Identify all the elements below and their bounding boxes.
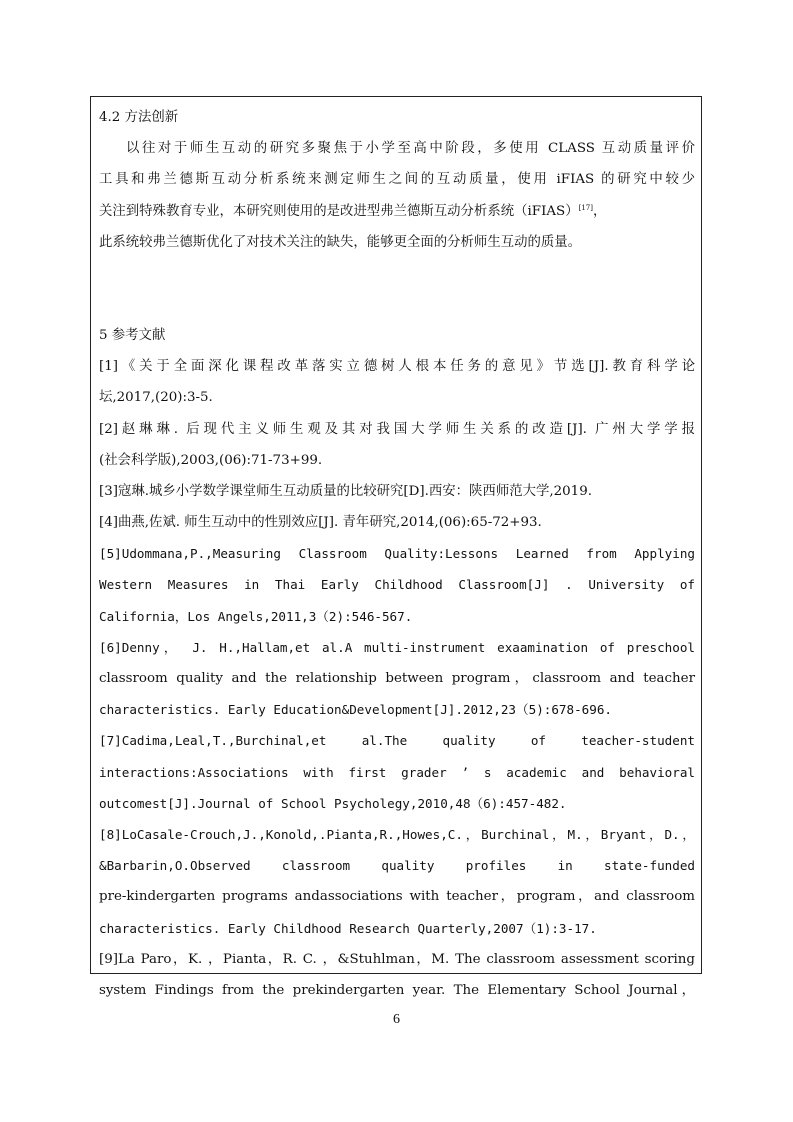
reference-line: [2]赵琳琳. 后现代主义师生观及其对我国大学师生关系的改造[J]. 广州大学学报 [99,421,695,437]
reference-line: [4]曲燕,佐斌. 师生互动中的性别效应[J]. 青年研究,2014,(06):65-72+93. [99,515,542,531]
reference-line: Western Measures in Thai Early Childhood Classroom[J] . University of [99,577,695,593]
reference-line: characteristics. Early Childhood Research Quarterly,2007（1):3-17. [99,920,597,936]
paragraph-punctuation: ， [592,203,607,219]
reference-line: [1]《关于全面深化课程改革落实立德树人根本任务的意见》节选[J].教育科学论 [99,359,695,375]
reference-line: pre-kindergarten programs andassociations with teacher，program，and classroom [99,889,695,905]
reference-line: [9]La Paro，K. ，Pianta，R. C. ，&Stuhlman，M. The classroom assessment scoring [99,951,695,967]
reference-line: [7]Cadima,Leal,T.,Burchinal,et al.The quality of teacher-student [99,733,695,749]
paragraph-text: 关注到特殊教育专业，本研究则使用的是改进型弗兰德斯互动分析系统（iFIAS） [99,203,579,219]
page-number: 6 [393,1012,400,1027]
reference-line: [6]Denny， J. H.,Hallam,et al.A multi-instrument exaamination of preschool [99,639,695,655]
reference-line: [3]寇琳.城乡小学数学课堂师生互动质量的比较研究[D].西安：陕西师范大学,2019. [99,483,592,499]
reference-line: 坛,2017,(20):3-5. [99,390,213,406]
reference-line: system Findings from the prekindergarten year. The Elementary School Journal， [99,982,695,998]
section-heading-references: 5 参考文献 [99,327,166,343]
reference-line: [5]Udommana,P.,Measuring Classroom Quality:Lessons Learned from Applying [99,546,695,562]
reference-line: characteristics. Early Education&Development[J].2012,23（5):678-696. [99,702,613,718]
paragraph-line: 此系统较弗兰德斯优化了对技术关注的缺失，能够更全面的分析师生互动的质量。 [99,234,582,250]
reference-line: classroom quality and the relationship between program，classroom and teacher [99,671,695,686]
reference-line: &Barbarin,O.Observed classroom quality profiles in state-funded [99,858,695,874]
reference-line: outcomest[J].Journal of School Psycholegy,2010,48（6):457-482. [99,795,567,811]
blank-space [99,258,695,320]
content-table-cell [90,96,702,998]
cell-content [99,102,695,1006]
reference-line: interactions:Associations with first grader ’ s academic and behavioral [99,764,695,780]
section-heading-method-innovation: 4.2 方法创新 [99,110,179,125]
citation-mark: [17] [578,203,593,212]
reference-line: (社会科学版),2003,(06):71-73+99. [99,452,323,468]
reference-line: [8]LoCasale-Crouch,J.,Konold,.Pianta,R.,Howes,C.，Burchinal，M.，Bryant，D.， [99,826,695,842]
paragraph-line: 工具和弗兰德斯互动分析系统来测定师生之间的互动质量，使用 iFIAS 的研究中较少 [99,172,695,188]
reference-line: California，Los Angels,2011,3（2):546-567. [99,608,413,624]
paragraph-line [99,196,695,227]
paragraph-line: 以往对于师生互动的研究多聚焦于小学至高中阶段，多使用 CLASS 互动质量评价 [126,141,695,157]
